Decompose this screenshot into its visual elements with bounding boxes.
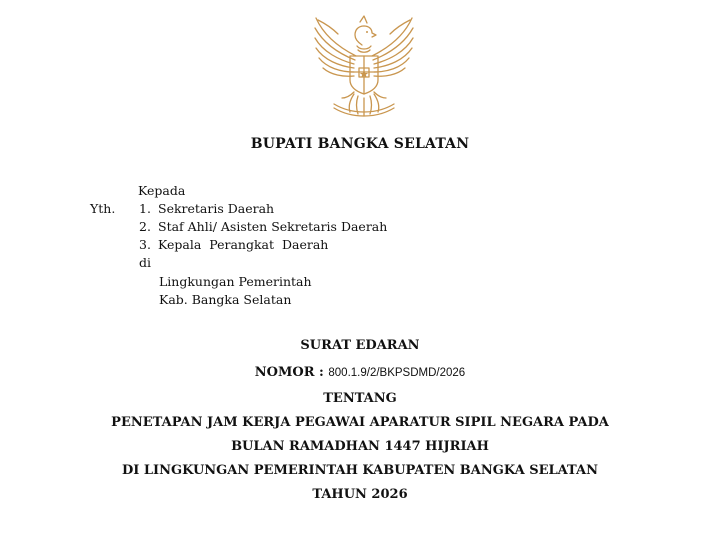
recipient-2-number: 2. <box>139 219 151 234</box>
recipient-1-label: Sekretaris Daerah <box>158 201 275 216</box>
address-location-line2: Kab. Bangka Selatan <box>159 292 292 307</box>
circular-title: SURAT EDARAN <box>300 338 420 353</box>
office-title: BUPATI BANGKA SELATAN <box>250 136 470 152</box>
circular-number <box>0 365 720 380</box>
subject-line-4: TAHUN 2026 <box>312 487 408 502</box>
recipient-2-label: Staf Ahli/ Asisten Sekretaris Daerah <box>158 219 388 234</box>
recipient-3-label: Kepala Perangkat Daerah <box>158 237 329 252</box>
address-kepada: Kepada <box>138 183 186 198</box>
nomor-value: 800.1.9/2/BKPSDMD/2026 <box>328 367 466 379</box>
subject-line-3: DI LINGKUNGAN PEMERINTAH KABUPATEN BANGKA SELATAN <box>122 463 598 478</box>
nomor-label: NOMOR : <box>254 365 324 380</box>
address-di: di <box>139 255 151 270</box>
address-yth: Yth. <box>90 201 116 216</box>
recipient-1-number: 1. <box>139 201 151 216</box>
garuda-pancasila-icon <box>310 12 418 122</box>
recipient-3-number: 3. <box>139 237 151 252</box>
subject-line-2: BULAN RAMADHAN 1447 HIJRIAH <box>231 439 489 454</box>
circular-tentang: TENTANG <box>323 391 397 406</box>
subject-line-1: PENETAPAN JAM KERJA PEGAWAI APARATUR SIPIL NEGARA PADA <box>111 415 609 430</box>
address-location-line1: Lingkungan Pemerintah <box>159 274 312 289</box>
